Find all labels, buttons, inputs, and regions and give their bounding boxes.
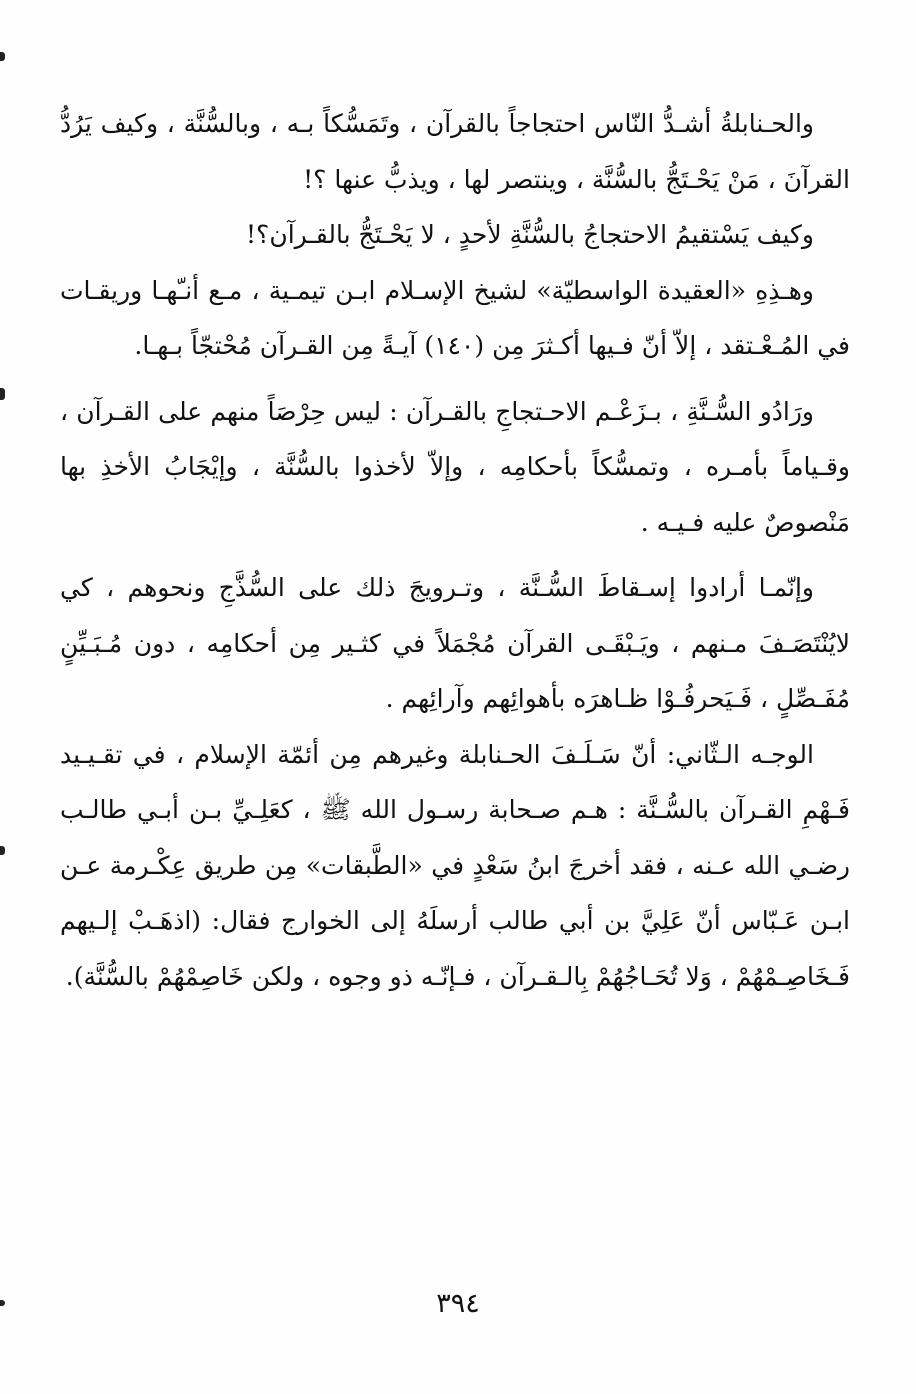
paragraph-aqida-wasitiya: وهـذِهِ «العقيدة الواسطيّة» لشيخ الإسـلام ابـن تيمـية ، مـع أنـّهـا وريقـات في المُـعْـتقد ، إلاّ أنّ فـيها أكـثرَ مِن (١٤٠) آيـةً مِن القـرآن مُحْتجّاً بـهـا.: [60, 275, 850, 360]
body-text: [60, 96, 850, 1004]
paragraph-second-aspect: الوجـه الـثّاني: أنّ سَـلَـفَ الحـنابلة وغيرهم مِن أئمّة الإسلام ، في تقـيـيد فَـهْمِ القـرآن بالسُّـنَّة : هـم صـحابة رسـول الله ﷺ ، كعَلِـيِّ بـن أبـي طالـب رضـي الله عـنه ، فقد أخرجَ ابنُ سَعْدٍ في «الطَّبقات» مِن طريق عِكْـرمة عـن ابـن عَـبّاس أنّ عَلِيَّ بن أبي طالب أرسلَهُ إلى الخوارج فقال: (اذهَـبْ إلـيهم فَـخَاصِـمْهُمْ ، وَلا تُحَـاجُهُمْ بِالـقـرآن ، فـإنّـه ذو وجوه ، ولكن خَاصِمْهُمْ بالسُّنَّة).: [60, 739, 850, 991]
scan-edge-mark: [0, 388, 5, 400]
scan-edge-mark: [0, 52, 5, 61]
scan-edge-mark: [0, 846, 5, 855]
page-number: ٣٩٤: [436, 1288, 480, 1319]
paragraph-sunnah-rejectors: ورَادُو السُّـنَّةِ ، بـزَعْـم الاحـتجاجِ بالقـرآن : ليس حِرْصَاً منهم على القـرآن ، وقـياماً بأمـره ، وتمسُّكاً بأحكامِه ، وإلاّ لأخذوا بالسُّنَّة ، وإيْجَابُ الأخذِ بها مَنْصوصٌ عليه فـيـه .: [60, 396, 850, 537]
paragraph-intent: وإنّمـا أرادوا إسـقاطَ السُّـنَّة ، وتـرويجَ ذلك على السُّذَّجِ ونحوهم ، كي لايُنْتَصَـفَ مـنهم ، ويَـبْقَـى القرآن مُجْمَلاً في كثـير مِن أحكامِه ، دون مُـبَـيِّنٍ مُفَـصِّلٍ ، فَـيَحرفُـوْا ظـاهرَه بأهوائِهم وآرائِهم .: [60, 573, 850, 713]
paragraph-hanabila-quran: والحـنابلةُ أشـدُّ النّاس احتجاجاً بالقرآن ، وتَمَسُّكاً بـه ، وبالسُّنَّة ، وكيف يَرُدُّ القرآنَ ، مَنْ يَحْـتَجُّ بالسُّنَّة ، وينتصر لها ، ويذبُّ عنها ؟!: [60, 109, 850, 194]
paragraph-how-proof: وكيف يَسْتقيمُ الاحتجاجُ بالسُّنَّةِ لأحدٍ ، لا يَحْـتَجُّ بالقـرآن؟!: [246, 220, 814, 249]
